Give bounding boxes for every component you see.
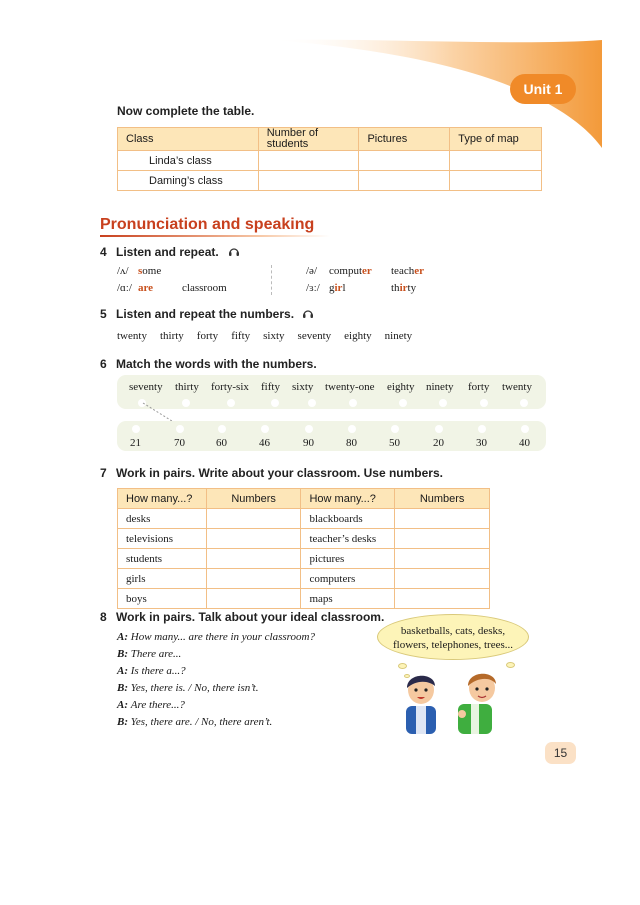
phonics-word: classroom (182, 282, 227, 294)
match-word[interactable]: thirty (175, 381, 199, 393)
dialogue-line: A: How many... are there in your classroom? (117, 631, 315, 643)
table-cell[interactable] (395, 569, 490, 589)
table-cell: students (118, 549, 207, 569)
match-number[interactable]: 90 (303, 437, 314, 449)
phonics-row (306, 282, 416, 294)
exercise-6-heading (100, 357, 317, 371)
number-word: ninety (384, 330, 413, 342)
match-number[interactable]: 46 (259, 437, 270, 449)
match-number[interactable]: 40 (519, 437, 530, 449)
exercise-8-heading (100, 610, 384, 624)
bubble-text: flowers, telephones, trees... (392, 639, 514, 651)
match-dot[interactable] (308, 399, 316, 407)
phonetic-symbol: /ɜː/ (306, 282, 320, 294)
headphones-icon[interactable] (302, 307, 314, 319)
match-number[interactable]: 50 (389, 437, 400, 449)
phonetic-symbol: /ɑː/ (117, 282, 132, 294)
table-cell: pictures (301, 549, 395, 569)
dialogue-line: B: There are... (117, 648, 182, 660)
table-cell[interactable] (359, 151, 450, 171)
table-cell: girls (118, 569, 207, 589)
match-number[interactable]: 30 (476, 437, 487, 449)
number-word: seventy (297, 330, 332, 342)
exercise-number: 6 (100, 357, 107, 371)
table-cell[interactable] (395, 589, 490, 609)
table-row (118, 589, 490, 609)
match-dot[interactable] (520, 399, 528, 407)
boys-illustration (398, 668, 538, 734)
dialogue-line: B: Yes, there are. / No, there aren’t. (117, 716, 273, 728)
phonics-word: teacher (391, 265, 424, 277)
table-cell[interactable] (206, 569, 301, 589)
phonics-word: are (138, 282, 154, 294)
match-word[interactable]: eighty (387, 381, 415, 393)
exercise-title: Work in pairs. Talk about your ideal classroom. (116, 610, 385, 624)
table-cell[interactable] (206, 589, 301, 609)
phonics-word: computer (329, 265, 372, 277)
table-cell[interactable] (206, 549, 301, 569)
table-header: Class (118, 128, 259, 151)
bubble-text: basketballs, cats, desks, (400, 625, 506, 637)
unit-tab: Unit 1 (510, 74, 576, 104)
table-cell: televisions (118, 529, 207, 549)
phonics-word: some (138, 265, 162, 277)
table-cell[interactable] (450, 151, 542, 171)
table-cell[interactable] (258, 171, 359, 191)
match-dot[interactable] (391, 425, 399, 433)
phonics-row (306, 265, 424, 277)
table-cell[interactable] (206, 509, 301, 529)
phonics-row (117, 282, 227, 294)
table-cell[interactable] (258, 151, 359, 171)
phonetic-symbol: /ʌ/ (117, 265, 129, 277)
match-dot[interactable] (271, 399, 279, 407)
match-dot[interactable] (521, 425, 529, 433)
table-cell: boys (118, 589, 207, 609)
intro-instruction: Now complete the table. (117, 104, 255, 118)
exercise-4-heading (100, 245, 219, 259)
page-number: 15 (545, 742, 576, 764)
match-word[interactable]: twenty-one (325, 381, 375, 393)
match-dot[interactable] (348, 425, 356, 433)
exercise-title: Match the words with the numbers. (116, 357, 317, 371)
headphones-icon[interactable] (228, 245, 240, 257)
table-header: Type of map (450, 128, 542, 151)
match-dot[interactable] (261, 425, 269, 433)
match-dot[interactable] (218, 425, 226, 433)
match-dot[interactable] (227, 399, 235, 407)
table-cell: Daming’s class (118, 171, 259, 191)
match-word[interactable]: forty (468, 381, 490, 393)
table-cell: Linda’s class (118, 151, 259, 171)
table-header-row (118, 489, 490, 509)
speech-bubble (377, 614, 529, 660)
exercise-5-heading (100, 307, 294, 321)
number-word: twenty (117, 330, 147, 342)
table-cell: computers (301, 569, 395, 589)
table-cell[interactable] (450, 171, 542, 191)
table-header: How many...? (118, 489, 207, 509)
table-header: Numbers (206, 489, 301, 509)
table-cell: maps (301, 589, 395, 609)
match-dot[interactable] (399, 399, 407, 407)
exercise-title: Listen and repeat. (116, 245, 219, 259)
table-cell[interactable] (395, 529, 490, 549)
match-dot[interactable] (480, 399, 488, 407)
match-dot[interactable] (435, 425, 443, 433)
match-dot[interactable] (305, 425, 313, 433)
dialogue-line: B: Yes, there is. / No, there isn’t. (117, 682, 259, 694)
phonics-word: girl (329, 282, 346, 294)
dialogue (117, 629, 315, 731)
match-word[interactable]: twenty (502, 381, 532, 393)
table-cell[interactable] (206, 529, 301, 549)
table-cell[interactable] (395, 549, 490, 569)
match-dot[interactable] (349, 399, 357, 407)
dialogue-line: A: Is there a...? (117, 665, 186, 677)
phonics-word: thirty (391, 282, 417, 294)
table-header: Number of students (258, 128, 359, 151)
section-title: Pronunciation and speaking (100, 216, 315, 233)
exercise-7-heading (100, 466, 443, 480)
phonics-row (117, 265, 161, 277)
match-word[interactable]: seventy (129, 381, 163, 393)
class-table (117, 127, 542, 191)
dialogue-line: A: Are there...? (117, 699, 185, 711)
table-header-row (118, 128, 542, 151)
match-word[interactable]: sixty (292, 381, 314, 393)
table-cell[interactable] (395, 509, 490, 529)
table-header: Pictures (359, 128, 450, 151)
table-header: Numbers (395, 489, 490, 509)
number-word: fifty (231, 330, 251, 342)
table-cell: teacher’s desks (301, 529, 395, 549)
exercise-number: 7 (100, 466, 107, 480)
match-number[interactable]: 60 (216, 437, 227, 449)
table-row (118, 549, 490, 569)
classroom-table (117, 488, 490, 609)
match-word[interactable]: ninety (426, 381, 454, 393)
exercise-number: 5 (100, 307, 107, 321)
number-word: sixty (263, 330, 285, 342)
number-word-list (117, 330, 412, 342)
number-word: forty (196, 330, 219, 342)
exercise-number: 8 (100, 610, 107, 624)
column-divider (271, 265, 272, 295)
table-cell: desks (118, 509, 207, 529)
match-number[interactable]: 80 (346, 437, 357, 449)
exercise-number: 4 (100, 245, 107, 259)
match-dot[interactable] (176, 425, 184, 433)
table-cell: blackboards (301, 509, 395, 529)
section-underline (100, 235, 330, 237)
table-row (118, 509, 490, 529)
phonetic-symbol: /ə/ (306, 265, 317, 277)
exercise-title: Listen and repeat the numbers. (116, 307, 295, 321)
match-dot[interactable] (478, 425, 486, 433)
table-row (118, 569, 490, 589)
match-dot[interactable] (132, 425, 140, 433)
table-header: How many...? (301, 489, 395, 509)
number-word: thirty (159, 330, 184, 342)
table-row (118, 151, 542, 171)
match-dot[interactable] (439, 399, 447, 407)
match-number[interactable]: 21 (130, 437, 141, 449)
match-word[interactable]: forty-six (211, 381, 249, 393)
number-word: eighty (344, 330, 372, 342)
table-row (118, 171, 542, 191)
table-row (118, 529, 490, 549)
exercise-title: Work in pairs. Write about your classroom. Use numbers. (116, 466, 443, 480)
table-cell[interactable] (359, 171, 450, 191)
match-number[interactable]: 70 (174, 437, 185, 449)
match-number[interactable]: 20 (433, 437, 444, 449)
match-word[interactable]: fifty (261, 381, 280, 393)
